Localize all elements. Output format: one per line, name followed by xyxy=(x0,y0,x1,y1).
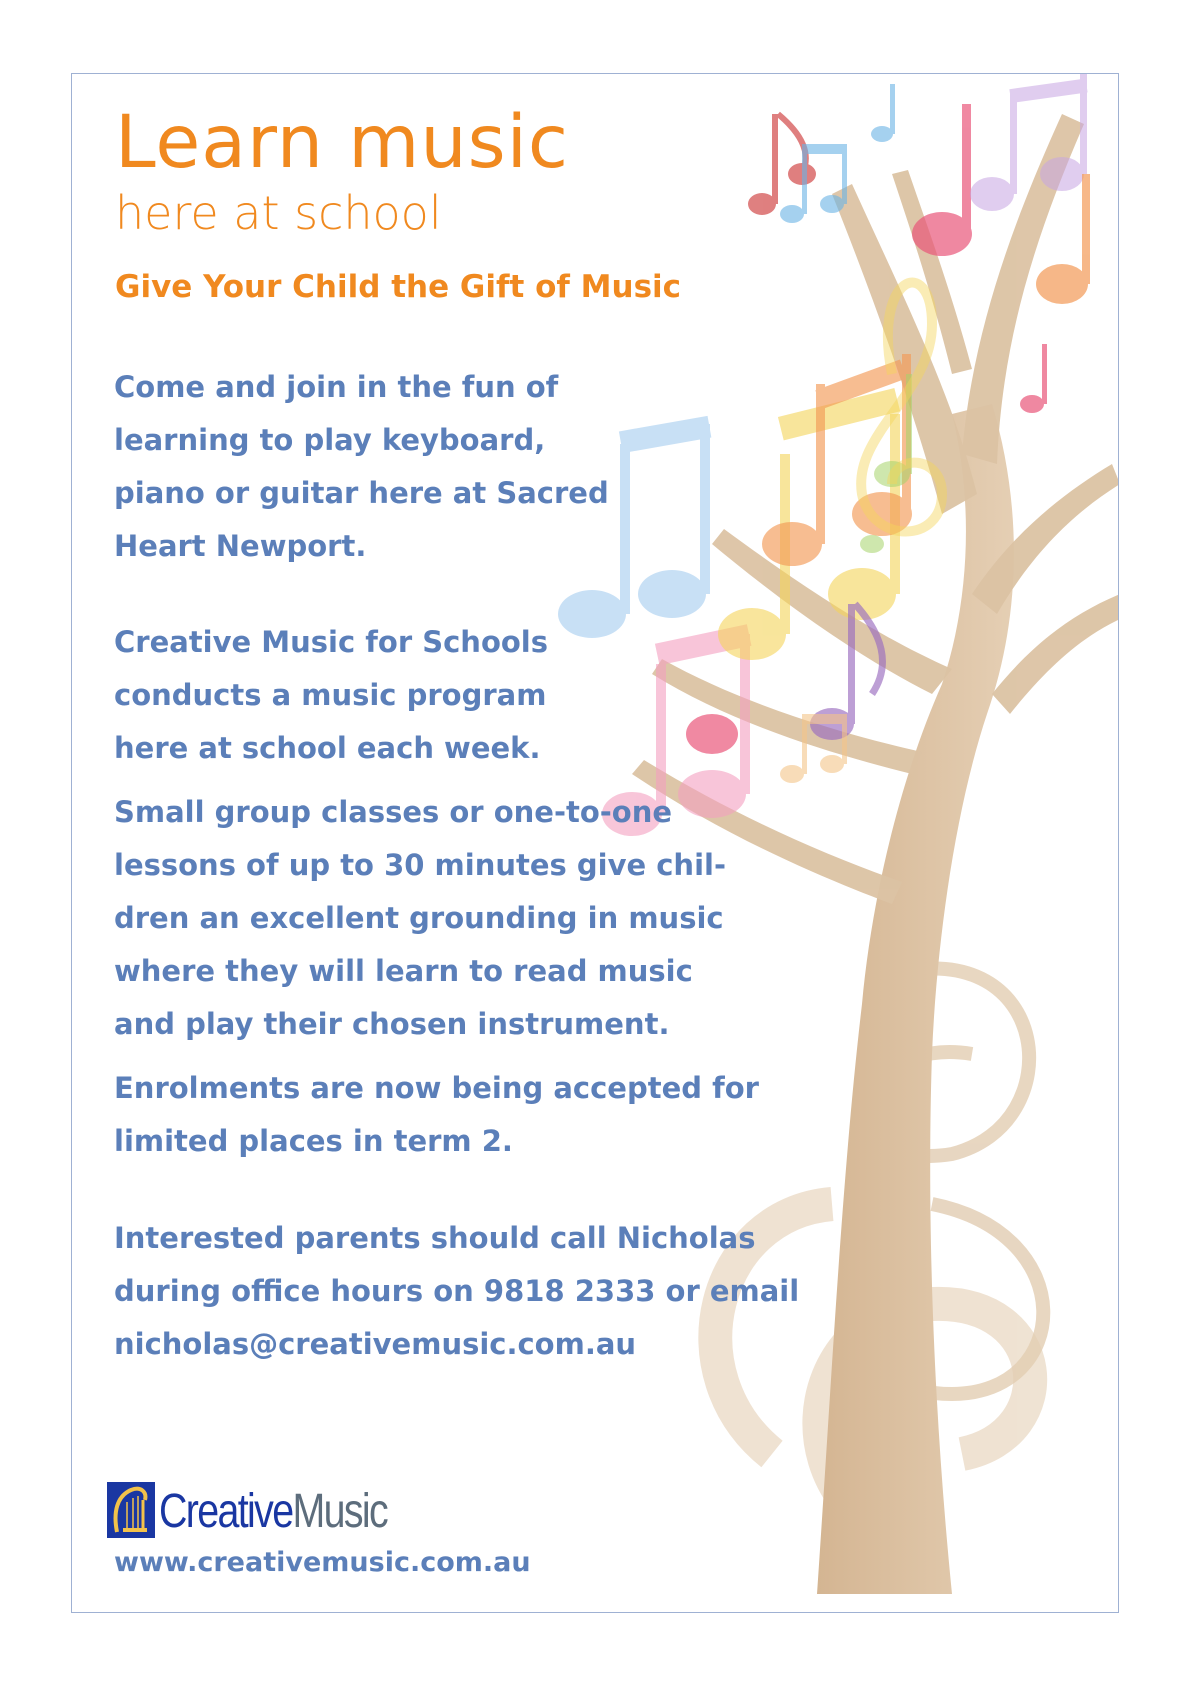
classes-paragraph xyxy=(114,786,726,1051)
text-line: and play their chosen instrument. xyxy=(114,1007,670,1041)
logo-wordmark xyxy=(159,1484,387,1540)
text-line: Interested parents should call Nicholas xyxy=(114,1221,756,1255)
contact-paragraph xyxy=(114,1212,799,1371)
text-line: piano or guitar here at Sacred xyxy=(114,476,609,510)
text-line: limited places in term 2. xyxy=(114,1124,513,1158)
text-line: during office hours on 9818 2333 or email xyxy=(114,1274,800,1308)
text-line: Heart Newport. xyxy=(114,529,367,563)
harp-icon xyxy=(107,1482,155,1538)
text-line: Small group classes or one-to-one xyxy=(114,795,673,829)
text-line: Enrolments are now being accepted for xyxy=(114,1071,759,1105)
music-notes-cluster xyxy=(558,74,1090,836)
intro-paragraph xyxy=(114,361,609,573)
text-line: Creative Music for Schools xyxy=(114,625,548,659)
text-line: dren an excellent grounding in music xyxy=(114,901,724,935)
text-line: here at school each week. xyxy=(114,731,541,765)
text-line: lessons of up to 30 minutes give chil- xyxy=(114,848,726,882)
text-line: where they will learn to read music xyxy=(114,954,693,988)
contact-email[interactable]: nicholas@creativemusic.com.au xyxy=(114,1327,637,1361)
logo-word-music: Music xyxy=(292,1485,388,1538)
tagline: Give Your Child the Gift of Music xyxy=(115,269,682,305)
text-line: conducts a music program xyxy=(114,678,547,712)
text-line: Come and join in the fun of xyxy=(114,370,559,404)
program-paragraph xyxy=(114,616,548,775)
text-line: learning to play keyboard, xyxy=(114,423,546,457)
enrolments-paragraph xyxy=(114,1062,759,1168)
page-subtitle: here at school xyxy=(115,186,442,240)
poster-frame xyxy=(71,73,1119,1613)
website-link[interactable]: www.creativemusic.com.au xyxy=(114,1547,531,1578)
page-title: Learn music xyxy=(115,100,570,185)
logo-word-creative: Creative xyxy=(159,1485,293,1538)
